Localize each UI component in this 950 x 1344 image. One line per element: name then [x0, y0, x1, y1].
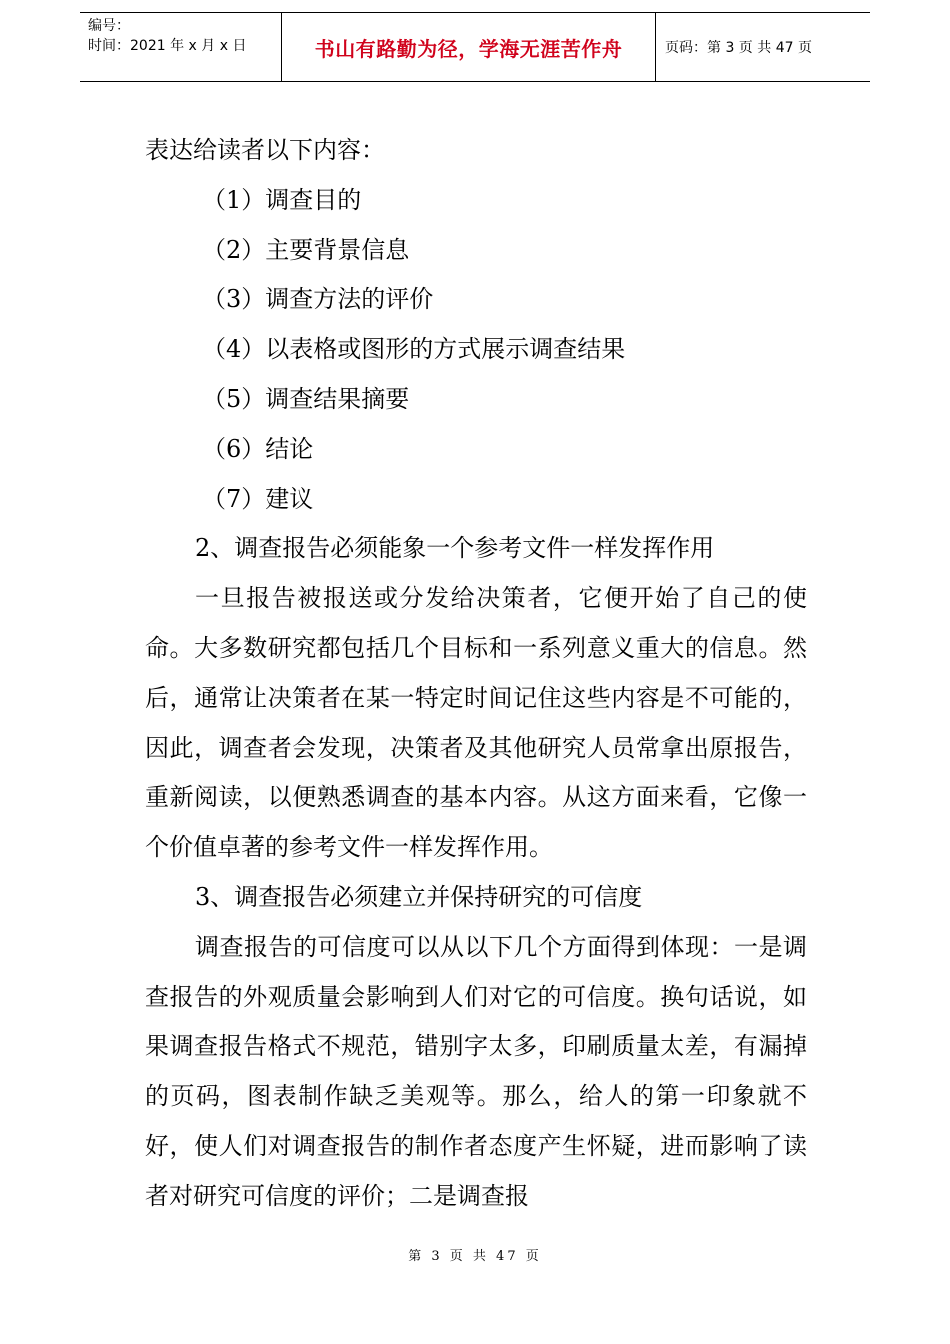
list-item: （6）结论: [202, 434, 314, 463]
list-item: （3）调查方法的评价: [202, 285, 434, 314]
header-page-info: 页码：第 3 页 共 47 页: [665, 40, 812, 56]
list-item: （4）以表格或图形的方式展示调查结果: [202, 335, 626, 364]
document-body: [145, 126, 807, 1222]
header-meta-cell: [80, 13, 282, 81]
list-item: （7）建议: [202, 484, 314, 513]
paragraph-3: 调查报告的可信度可以从以下几个方面得到体现：一是调查报告的外观质量会影响到人们对它的可信度。换句话说，如果调查报告格式不规范，错别字太多，印刷质量太差，有漏掉的页码，图表制作缺乏美观等。那么，给人的第一印象就不好，使人们对调查报告的制作者态度产生怀疑，进而影响了读者对研究可信度的评价；二是调查报: [145, 932, 807, 1210]
time-label: 时间：2021 年 x 月 x 日: [88, 38, 247, 54]
list-item: （2）主要背景信息: [202, 235, 410, 264]
list-item: （1）调查目的: [202, 185, 362, 214]
list-item: （5）调查结果摘要: [202, 384, 410, 413]
page-header: [80, 12, 870, 82]
number-label: 编号：: [88, 18, 130, 34]
header-motto: 书山有路勤为径，学海无涯苦作舟: [282, 13, 656, 81]
section-heading-3: 3、调查报告必须建立并保持研究的可信度: [195, 882, 643, 911]
page-footer: 第 3 页 共 47 页: [408, 1249, 542, 1264]
section-heading-2: 2、调查报告必须能象一个参考文件一样发挥作用: [195, 534, 715, 563]
intro-paragraph: 表达给读者以下内容：: [145, 136, 385, 164]
paragraph-2: 一旦报告被报送或分发给决策者，它便开始了自己的使命。大多数研究都包括几个目标和一系列意义重大的信息。然后，通常让决策者在某一特定时间记住这些内容是不可能的，因此，调查者会发现，决策者及其他研究人员常拿出原报告，重新阅读，以便熟悉调查的基本内容。从这方面来看，它像一个价值卓著的参考文件一样发挥作用。: [145, 584, 807, 862]
